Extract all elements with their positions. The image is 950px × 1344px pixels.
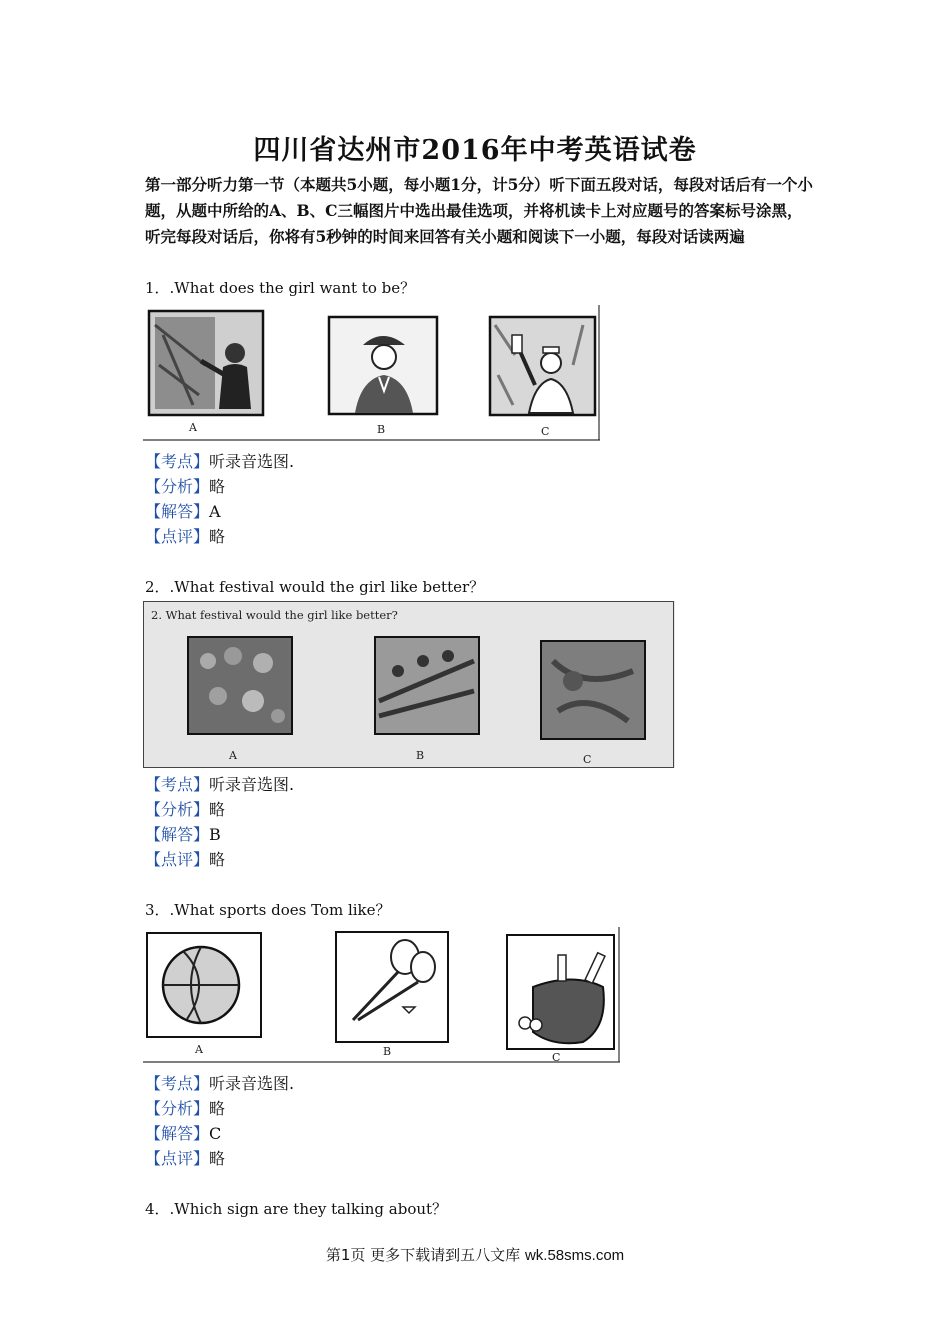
dianping-label: 【点评】 <box>145 1149 210 1168</box>
option-b-label: B <box>416 749 425 762</box>
q1-kaodian-row <box>145 449 294 474</box>
option-b-dragon-boat-image <box>375 637 479 734</box>
option-b-label: B <box>383 1045 392 1058</box>
kaodian-label: 【考点】 <box>145 452 210 471</box>
jieda-value: B <box>209 825 221 844</box>
footer-page-number: 1 <box>340 1246 351 1264</box>
q2-kaodian-row <box>145 772 294 797</box>
option-c-label: C <box>552 1051 561 1064</box>
fenxi-value: 略 <box>209 477 226 496</box>
dianping-label: 【点评】 <box>145 527 210 546</box>
fenxi-label: 【分析】 <box>145 1099 210 1118</box>
kaodian-label: 【考点】 <box>145 775 210 794</box>
question-2-figure <box>143 601 675 768</box>
option-b-badminton-image <box>336 932 448 1042</box>
option-a-lantern-festival-image <box>188 637 292 734</box>
question-1-images <box>143 305 601 441</box>
question-2-text: 2．.What festival would the girl like better？ <box>145 578 485 596</box>
fenxi-label: 【分析】 <box>145 477 210 496</box>
option-a-basketball-image <box>147 933 261 1037</box>
kaodian-value: 听录音选图. <box>209 775 295 794</box>
fenxi-value: 略 <box>209 1099 226 1118</box>
page-footer <box>0 1244 950 1265</box>
question-3-text: 3．.What sports does Tom like？ <box>145 901 391 919</box>
q3-fenxi-row <box>145 1096 225 1121</box>
option-c-label: C <box>583 753 592 766</box>
fenxi-label: 【分析】 <box>145 800 210 819</box>
question-2-images <box>143 601 675 768</box>
question-1-text: 1．.What does the girl want to be？ <box>145 279 416 297</box>
jieda-label: 【解答】 <box>145 502 210 521</box>
dianping-value: 略 <box>209 1149 226 1168</box>
option-b-soldier-image <box>329 317 437 414</box>
dianping-label: 【点评】 <box>145 850 210 869</box>
question-3-images <box>143 927 621 1063</box>
q1-jieda-row <box>145 499 221 524</box>
dianping-value: 略 <box>209 527 226 546</box>
footer-text: 页 更多下载请到五八文库 <box>350 1246 521 1264</box>
footer-site-link[interactable]: wk.58sms.com <box>524 1247 625 1264</box>
q1-fenxi-row <box>145 474 225 499</box>
option-a-label: A <box>189 421 197 434</box>
scan-question-text: 2. What festival would the girl like better? <box>151 608 398 622</box>
option-c-water-splashing-image <box>541 641 645 739</box>
option-c-nurse-image <box>490 317 595 415</box>
q2-jieda-row <box>145 822 221 847</box>
dianping-value: 略 <box>209 850 226 869</box>
q1-dianping-row <box>145 524 225 549</box>
q3-dianping-row <box>145 1146 225 1171</box>
document-title: 四川省达州市2016年中考英语试卷 <box>253 135 697 166</box>
jieda-label: 【解答】 <box>145 1124 210 1143</box>
jieda-value: A <box>209 502 221 521</box>
q3-kaodian-row <box>145 1071 294 1096</box>
jieda-label: 【解答】 <box>145 825 210 844</box>
question-4-text: 4．.Which sign are they talking about？ <box>145 1200 448 1218</box>
kaodian-label: 【考点】 <box>145 1074 210 1093</box>
q2-fenxi-row <box>145 797 225 822</box>
option-c-label: C <box>541 425 550 438</box>
question-1-figure <box>143 305 601 441</box>
q2-dianping-row <box>145 847 225 872</box>
question-3-figure <box>143 927 621 1063</box>
kaodian-value: 听录音选图. <box>209 1074 295 1093</box>
option-a-label: A <box>195 1043 203 1056</box>
option-a-painter-image <box>149 311 263 415</box>
option-c-table-tennis-image <box>507 935 614 1049</box>
footer-prefix: 第 <box>325 1246 341 1264</box>
section-instructions: 第一部分听力第一节（本题共5小题，每小题1分，计5分）听下面五段对话，每段对话后有一个小题，从题中所给的A、B、C三幅图片中选出最佳选项，并将机读卡上对应题号的答案标号涂黑，听完每段对话后，你将有5秒钟的时间来回答有关小题和阅读下一小题，每段对话读两遍 <box>145 175 813 246</box>
option-a-label: A <box>229 749 237 762</box>
q3-jieda-row <box>145 1121 221 1146</box>
kaodian-value: 听录音选图. <box>209 452 295 471</box>
option-b-label: B <box>377 423 386 436</box>
fenxi-value: 略 <box>209 800 226 819</box>
jieda-value: C <box>209 1124 222 1143</box>
